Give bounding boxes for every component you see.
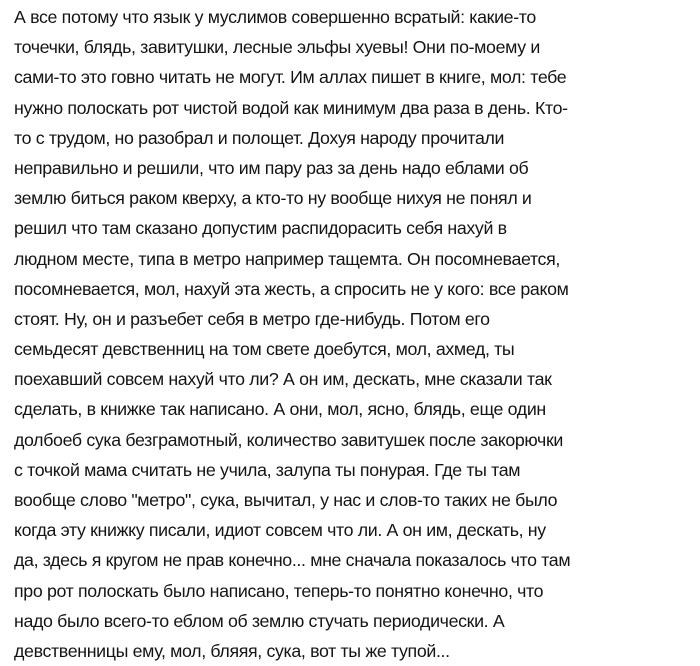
text-line: про рот полоскать было написано, теперь-то понятно конечно, что [14, 580, 544, 601]
text-line: долбоеб сука безграмотный, количество завитушек после закорючки [14, 429, 563, 450]
text-line: да, здесь я кругом не прав конечно... мне сначала показалось что там [14, 550, 571, 571]
text-line: посомневается, мол, нахуй эта жесть, а спросить не у кого: все раком [14, 278, 569, 299]
text-line: надо было всего-то еблом об землю стучать периодически. А [14, 610, 505, 631]
text-line: вообще слово "метро", сука, вычитал, у нас и слов-то таких не было [14, 490, 558, 510]
text-line: поехавший совсем нахуй что ли? А он им, дескать, мне сказали так [14, 369, 552, 390]
text-line: землю биться раком кверху, а кто-то ну вообще нихуя не понял и [14, 188, 532, 209]
text-line: точечки, блядь, завитушки, лесные эльфы хуевы! Они по-моему и [14, 37, 540, 58]
text-line: сами-то это говно читать не могут. Им аллах пишет в книге, мол: тебе [14, 67, 567, 88]
text-line: с точкой мама считать не учила, залупа ты понурая. Где ты там [14, 459, 521, 480]
text-line: людном месте, типа в метро например тащемта. Он посомневается, [14, 248, 560, 269]
text-line: стоят. Ну, он и разъебет себя в метро где-нибудь. Потом его [14, 308, 490, 329]
text-line: семьдесят девственниц на том свете доебутся, мол, ахмед, ты [14, 339, 515, 360]
text-line: неправильно и решили, что им пару раз за день надо еблами об [14, 157, 529, 178]
text-line: А все потому что язык у муслимов совершенно всратый: какие-то [14, 7, 536, 27]
text-line: нужно полоскать рот чистой водой как минимум два раза в день. Кто- [14, 97, 568, 118]
text-line: то с трудом, но разобрал и полощет. Дохуя народу прочитали [14, 127, 505, 148]
text-line: решил что там сказано допустим распидорасить себя нахуй в [14, 218, 507, 239]
text-line: девственницы ему, мол, бляяя, сука, вот ты же тупой... [14, 640, 450, 661]
text-line: когда эту книжку писали, идиот совсем что ли. А он им, дескать, ну [14, 520, 546, 541]
text-line: сделать, в книжке так написано. А они, мол, ясно, блядь, еще один [14, 399, 546, 420]
